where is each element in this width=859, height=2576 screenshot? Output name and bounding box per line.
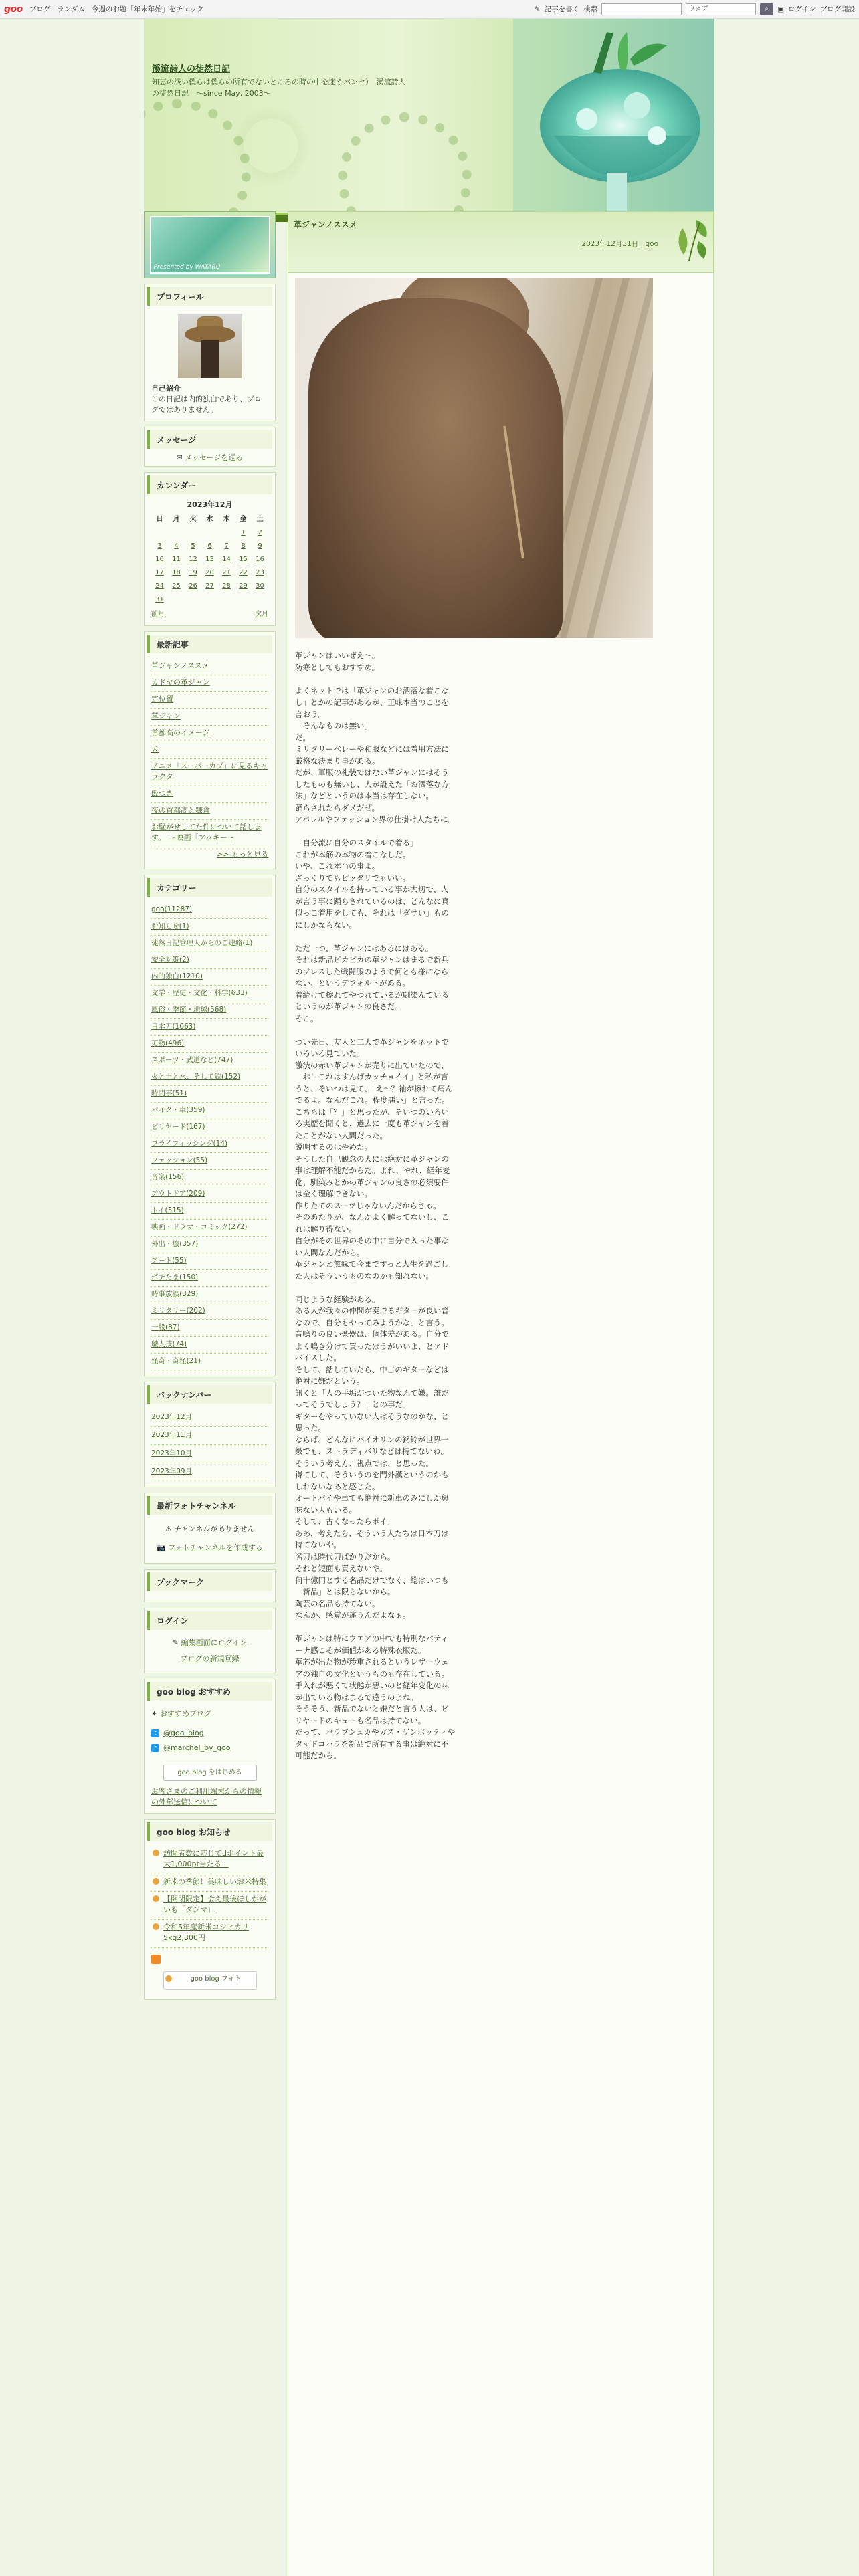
goo-toolbar: [0, 0, 859, 19]
site-header: [144, 19, 714, 213]
calendar-day[interactable]: 17: [155, 569, 164, 576]
recommend-widget: [144, 1679, 276, 1814]
admin-login-link[interactable]: 編集画面にログイン: [181, 1638, 248, 1647]
category-link[interactable]: ファッション(55): [151, 1153, 268, 1170]
backnumber-widget: [144, 1382, 276, 1487]
goo-blog-photo-button[interactable]: goo blog フォト: [163, 1971, 257, 1990]
backnumber-link[interactable]: 2023年10月: [151, 1445, 268, 1463]
banner-caption: Presented by WATARU: [153, 264, 221, 271]
category-link[interactable]: 風俗・季節・地球(568): [151, 1002, 268, 1019]
calendar-day[interactable]: 14: [222, 556, 231, 563]
login-widget: [144, 1608, 276, 1673]
goo-logo[interactable]: goo: [4, 3, 23, 15]
calendar-day: [168, 593, 185, 607]
new-blog-link[interactable]: ブログの新規登録: [180, 1654, 240, 1663]
calendar-prev-link[interactable]: 前月: [151, 611, 165, 618]
calendar-day[interactable]: 25: [172, 582, 181, 590]
calendar-week: [151, 593, 268, 607]
category-link[interactable]: ビリヤード(167): [151, 1119, 268, 1136]
calendar-day[interactable]: 6: [207, 542, 212, 550]
calendar-month: 2023年12月: [187, 500, 233, 509]
weekday-sun: 日: [156, 516, 163, 523]
warning-icon: ⚠: [165, 1525, 172, 1533]
profile-widget: [144, 284, 276, 421]
category-link[interactable]: アウトドア(209): [151, 1186, 268, 1203]
category-link[interactable]: フライフィッシング(14): [151, 1136, 268, 1153]
entry-text: 革ジャンはいいぜえ〜。 防寒としてもおすすめ。 よくネットでは「革ジャンのお洒落な着こなし」とかの記事があるが、正味本当のことを言おう。 「そんなものは無い」 だ。 ミリタリーベレーや和服などには着用方法に厳格な決まり事がある。 だが、軍服の礼装ではない革ジャンにはそうしたものも無いし、人が設えた「お洒落な方法」などというのは本当は存在しない。 踊らされたらダメだぜ。 アパレルやファッション界の仕掛け人たちに。 「自分流に自分のスタイルで着る」 これが本筋の本物の着こなしだ。 いや、これ本当の事よ。 ざっくりでもピッタリでもいい。 自分のスタイルを持っている事が大切で、人が言う事に踊らされているのは、どんなに真似っこ着用をしても、それは「ダサい」ものにしかならない。 ただ一つ、革ジャンにはあるにはある。 それは新品ピカピカの革ジャンはまるで新兵のプレスした戦闘服のようで何とも様にならない、というデフォルトがある。 着続けて擦れてやつれているが馴染んでいるというのが革ジャンの良さだ。 そこ。 つい先日、友人と二人で革ジャンをネットでいろいろ見ていた。 激渋の赤い革ジャンが売りに出ていたので、「お！これはすんげカッチョイイ」と私が言うと、そいつは見て、「え〜？袖が擦れて痛んでるよ。なんだこれ。程度悪い」と言った。 こちらは「？」と思ったが、そいつのいろいろ実歴を聞くと、過去に一度も革ジャンを着たことがない人間だった。 説明するのはやめた。 そうした自己観念の人には絶対に革ジャンの事は理解不能だからだ。よれ、やれ、経年変化、馴染みとかの革ジャンの良さの必須要件は全く理解できない。 作りたてのスーツじゃないんだからさぁ。 そのあたりが、なんかよく解ってないし、これは解り得ない。 自分がその世界のその中に自分で入った事ない人間なんだから。 革ジャンと無縁で今まですっと人生を過ごした人はそういうものなのかも知れない。 同じような経験がある。 ある人が我々の仲間が奏でるギターが良い音なので、自分もやってみようかな、と言う。 音鳴りの良い楽器は、個体差がある。自分でよく鳴き分けて買ったほうがいいよ、とアドバイスした。 そして、話していたら、中古のギターなどは絶対に嫌だという。 訊くと「人の手垢がついた物なんて嫌。誰だってそうでしょう？」との事だ。 ギターをやっていない人はそうなのかな、と思った。 ならば、どんなにバイオリンの銘鈴が世界一級でも、ストラディバリなどは持てないね。そういう考え方、視点では、と思った。 得てして、そういうのを門外漢というのかもしれないなあと感じた。 オートバイや車でも絶対に新車のみにしか興味ない人もいる。 そして、古くなったらポイ。 ああ、考えたら、そういう人たちは日本刀は持てないや。 名刀は時代刀ばかりだから。 それと短面も買えないや。 何十億円とする名品だけでなく、総はいつも「新品」とは限らないから。 陶芸の名品も持てない。 なんか、感覚が違うんだよなぁ。 革ジャンは特にウエアの中でも特別なパティーナ感こそが価値がある特殊衣服だ。 革芯が出た物が珍重されるというレザーウェアの独自の文化というものも存在している。 手入れが悪くて状態が悪いのと経年変化の味が出ている物はまるで違うのよね。 そうそう、新品でないと嫌だと言う人は、ビリヤードのキューも名品は持てない。 だって、バラブシュカやガス・ザンボッティやタッドコハラを新品で所有する事は絶対に不可能だから。: [295, 651, 456, 1760]
category-list: [145, 898, 275, 1376]
category-link[interactable]: 時事放談(329): [151, 1287, 268, 1303]
profile-label: 自己紹介: [151, 384, 181, 393]
login-title: ログイン: [147, 1611, 272, 1630]
photo-channel-title: 最新フォトチャンネル: [147, 1496, 272, 1515]
search-label: 検索: [583, 5, 598, 13]
calendar-day[interactable]: 12: [189, 556, 197, 563]
news-widget: [144, 1819, 276, 2000]
site-description: 知恵の浅い僕らは僕らの所有でないところの時の中を迷うパンセ） 溪流詩人の徒然日記 〜since May, 2003〜: [152, 78, 406, 98]
calendar-next-link[interactable]: 次月: [255, 611, 268, 618]
search-input[interactable]: [601, 3, 682, 15]
category-link[interactable]: 外出・旅(357): [151, 1237, 268, 1253]
category-link[interactable]: 日本刀(1063): [151, 1019, 268, 1036]
calendar-week: [151, 526, 268, 540]
message-title: メッセージ: [147, 430, 272, 449]
toolbar-link-theme[interactable]: 今週のお題「年末年始」をチェック: [91, 5, 204, 13]
create-channel-link[interactable]: フォトチャンネルを作成する: [168, 1543, 263, 1552]
recent-post-link[interactable]: 革ジャン: [151, 709, 268, 726]
rss-icon: [151, 1955, 161, 1964]
calendar-day: [151, 526, 168, 540]
calendar-day[interactable]: 26: [189, 582, 197, 590]
calendar-day[interactable]: 28: [222, 582, 231, 590]
entry-meta-separator: |: [638, 240, 646, 248]
calendar-day: [252, 593, 268, 607]
category-link[interactable]: ポチたま(150): [151, 1270, 268, 1287]
calendar-title: カレンダー: [147, 475, 272, 494]
weekday-mon: 月: [173, 516, 180, 523]
entry-meta: [581, 239, 658, 249]
category-link[interactable]: goo(11287): [151, 902, 268, 919]
entry-date-link[interactable]: 2023年12月31日: [581, 240, 639, 248]
recent-posts-title: 最新記事: [147, 635, 272, 653]
calendar-day: [218, 593, 235, 607]
site-title[interactable]: 溪流詩人の徒然日記: [152, 64, 231, 74]
entry-category-link[interactable]: goo: [645, 240, 658, 248]
bookmark-widget: [144, 1569, 276, 1602]
category-link[interactable]: 怪奇・奇怪(21): [151, 1354, 268, 1370]
category-link[interactable]: 文学・歴史・文化・科学(633): [151, 986, 268, 1002]
search-button[interactable]: ⌕: [760, 3, 773, 15]
calendar-day[interactable]: 10: [155, 556, 164, 563]
news-link[interactable]: 新米の季節！美味しいお米特集: [151, 1874, 268, 1892]
calendar-widget: [144, 472, 276, 626]
calendar-day[interactable]: 13: [205, 556, 214, 563]
recent-post-link[interactable]: 飯つき: [151, 786, 268, 803]
toolbar-link-random[interactable]: ランダム: [57, 5, 85, 13]
calendar-day: [185, 593, 201, 607]
category-title: カテゴリー: [147, 878, 272, 897]
category-link[interactable]: スポーツ・武道など(747): [151, 1053, 268, 1069]
calendar-day[interactable]: 16: [256, 556, 264, 563]
blog-open-link[interactable]: ブログ開設: [820, 5, 855, 13]
recommend-title: goo blog おすすめ: [147, 1682, 272, 1701]
avatar: [178, 314, 242, 378]
calendar-day[interactable]: 30: [256, 582, 264, 590]
category-link[interactable]: ミリタリー(202): [151, 1303, 268, 1320]
calendar-table: [151, 513, 268, 607]
toolbar-right: [535, 3, 855, 15]
weekday-thu: 木: [223, 516, 230, 523]
news-link[interactable]: 【開閉限定】会え最後ほしかがいも「ダジマ」: [151, 1892, 268, 1920]
calendar-days: [151, 526, 268, 607]
calendar-day: [201, 593, 218, 607]
calendar-day: [168, 526, 185, 540]
entry-header: [288, 211, 714, 273]
pencil-icon: ✎: [534, 5, 541, 13]
recent-post-link[interactable]: 定位置: [151, 692, 268, 709]
toolbar-link-blog[interactable]: ブログ: [29, 5, 51, 13]
recent-post-link[interactable]: カドヤの革ジャン: [151, 675, 268, 692]
weekday-wed: 水: [206, 516, 213, 523]
recent-post-link[interactable]: 首都高のイメージ: [151, 726, 268, 742]
camera-icon: 📷: [157, 1543, 166, 1552]
photo-channel-widget: [144, 1493, 276, 1564]
edit-icon: ✎: [172, 1638, 179, 1647]
login-icon: ▣: [777, 5, 785, 13]
send-message-link[interactable]: メッセージを送る: [185, 453, 244, 462]
calendar-day: [218, 526, 235, 540]
weekday-fri: 金: [240, 516, 247, 523]
calendar-day: [235, 593, 252, 607]
lace-ornament-left: [144, 99, 251, 213]
twitter-marchel-link[interactable]: @marchel_by_goo: [163, 1743, 231, 1752]
lace-ornament-center: [338, 112, 472, 213]
category-link[interactable]: アート(55): [151, 1253, 268, 1270]
calendar-day[interactable]: 4: [174, 542, 179, 550]
recent-post-link[interactable]: 犬: [151, 742, 268, 759]
category-widget: [144, 875, 276, 1376]
calendar-day[interactable]: 5: [191, 542, 195, 550]
category-link[interactable]: 音楽(156): [151, 1170, 268, 1186]
sidebar: [144, 211, 276, 2005]
calendar-day[interactable]: 9: [258, 542, 262, 550]
write-post-link[interactable]: 記事を書く: [544, 5, 580, 13]
profile-text: この日記は内的独白であり、ブログではありません。: [151, 395, 262, 414]
category-link[interactable]: お知らせ(1): [151, 919, 268, 936]
category-link[interactable]: トイ(315): [151, 1203, 268, 1220]
calendar-day: [185, 526, 201, 540]
calendar-day[interactable]: 21: [222, 569, 231, 576]
external-transmission-link[interactable]: お客さまのご利用端末からの情報の外部送信について: [151, 1787, 262, 1806]
news-link[interactable]: 令和5年産新米コシヒカリ5kg2,300円: [151, 1920, 268, 1948]
calendar-day[interactable]: 8: [241, 542, 246, 550]
calendar-day[interactable]: 22: [239, 569, 248, 576]
category-link[interactable]: 職人技(74): [151, 1337, 268, 1354]
main-content: [288, 211, 714, 2576]
recent-post-link[interactable]: お騒がせしてた件について話します。 〜映画「アッキー〜: [151, 820, 268, 847]
no-channel-text: チャンネルがありません: [174, 1525, 255, 1533]
calendar-day[interactable]: 31: [155, 596, 164, 603]
backnumber-link[interactable]: 2023年09月: [151, 1463, 268, 1481]
calendar-week: [151, 540, 268, 553]
category-link[interactable]: 映画・ドラマ・コミック(272): [151, 1220, 268, 1237]
calendar-day[interactable]: 19: [189, 569, 197, 576]
start-goo-blog-button[interactable]: goo blog をはじめる: [163, 1765, 257, 1781]
twitter-goo-blog-link[interactable]: @goo_blog: [163, 1729, 204, 1737]
category-link[interactable]: 内的独白(1210): [151, 969, 268, 986]
recommended-blogs-link[interactable]: おすすめブログ: [159, 1709, 211, 1718]
recent-post-link[interactable]: 革ジャンノススメ: [151, 659, 268, 675]
page-wrapper: [144, 19, 714, 222]
entry-body: [288, 273, 714, 2576]
news-title: goo blog お知らせ: [147, 1822, 272, 1841]
twitter-icon: t: [151, 1744, 159, 1752]
calendar-day[interactable]: 15: [239, 556, 248, 563]
calendar-week: [151, 566, 268, 580]
more-posts-link[interactable]: >> もっと見る: [217, 850, 268, 859]
bookmark-title: ブックマーク: [147, 1572, 272, 1591]
leather-jacket-photo: [295, 278, 653, 638]
category-link[interactable]: 時間事(51): [151, 1086, 268, 1103]
category-link[interactable]: 刃物(496): [151, 1036, 268, 1053]
recent-posts-widget: [144, 631, 276, 869]
calendar-day[interactable]: 24: [155, 582, 164, 590]
recent-post-link[interactable]: アニメ「スーパーカブ」に見るキャラクタ: [151, 759, 268, 786]
category-link[interactable]: 徒然日記管理人からのご連絡(1): [151, 936, 268, 952]
sidebar-banner: [144, 211, 276, 278]
weekday-sat: 土: [256, 516, 264, 523]
news-link[interactable]: 訪問者数に応じてdポイント最大1,000pt当たる！: [151, 1846, 268, 1874]
calendar-day[interactable]: 23: [256, 569, 264, 576]
calendar-day: [201, 526, 218, 540]
calendar-day[interactable]: 27: [205, 582, 214, 590]
login-link[interactable]: ログイン: [788, 5, 816, 13]
recent-post-link[interactable]: 夜の首都高と鎌倉: [151, 803, 268, 820]
mint-drink-image: [513, 19, 714, 213]
profile-title: プロフィール: [147, 287, 272, 306]
calendar-day[interactable]: 18: [172, 569, 181, 576]
category-link[interactable]: バイク・車(359): [151, 1103, 268, 1119]
entry-title: 革ジャンノススメ: [294, 220, 357, 229]
leaf-ornament-icon: [669, 215, 710, 263]
backnumber-link[interactable]: 2023年11月: [151, 1427, 268, 1445]
category-link[interactable]: 安全対策(2): [151, 952, 268, 969]
category-link[interactable]: 火と土と水、そして鉄(152): [151, 1069, 268, 1086]
calendar-week: [151, 580, 268, 593]
backnumber-link[interactable]: 2023年12月: [151, 1409, 268, 1427]
banner-thumbnail: [150, 216, 270, 274]
calendar-day[interactable]: 3: [157, 542, 162, 550]
category-link[interactable]: 一般(87): [151, 1320, 268, 1337]
calendar-day[interactable]: 29: [239, 582, 248, 590]
message-widget: [144, 427, 276, 467]
envelope-icon: ✉: [176, 453, 183, 462]
calendar-week: [151, 553, 268, 566]
backnumber-title: バックナンバー: [147, 1385, 272, 1404]
calendar-day[interactable]: 2: [258, 529, 262, 536]
calendar-day[interactable]: 7: [224, 542, 229, 550]
calendar-day[interactable]: 1: [241, 529, 246, 536]
star-icon: ✦: [151, 1709, 158, 1718]
weekday-tue: 火: [189, 516, 197, 523]
search-scope-select[interactable]: ウェブ: [686, 3, 756, 15]
calendar-day[interactable]: 11: [172, 556, 181, 563]
twitter-icon: t: [151, 1729, 159, 1737]
calendar-day[interactable]: 20: [205, 569, 214, 576]
